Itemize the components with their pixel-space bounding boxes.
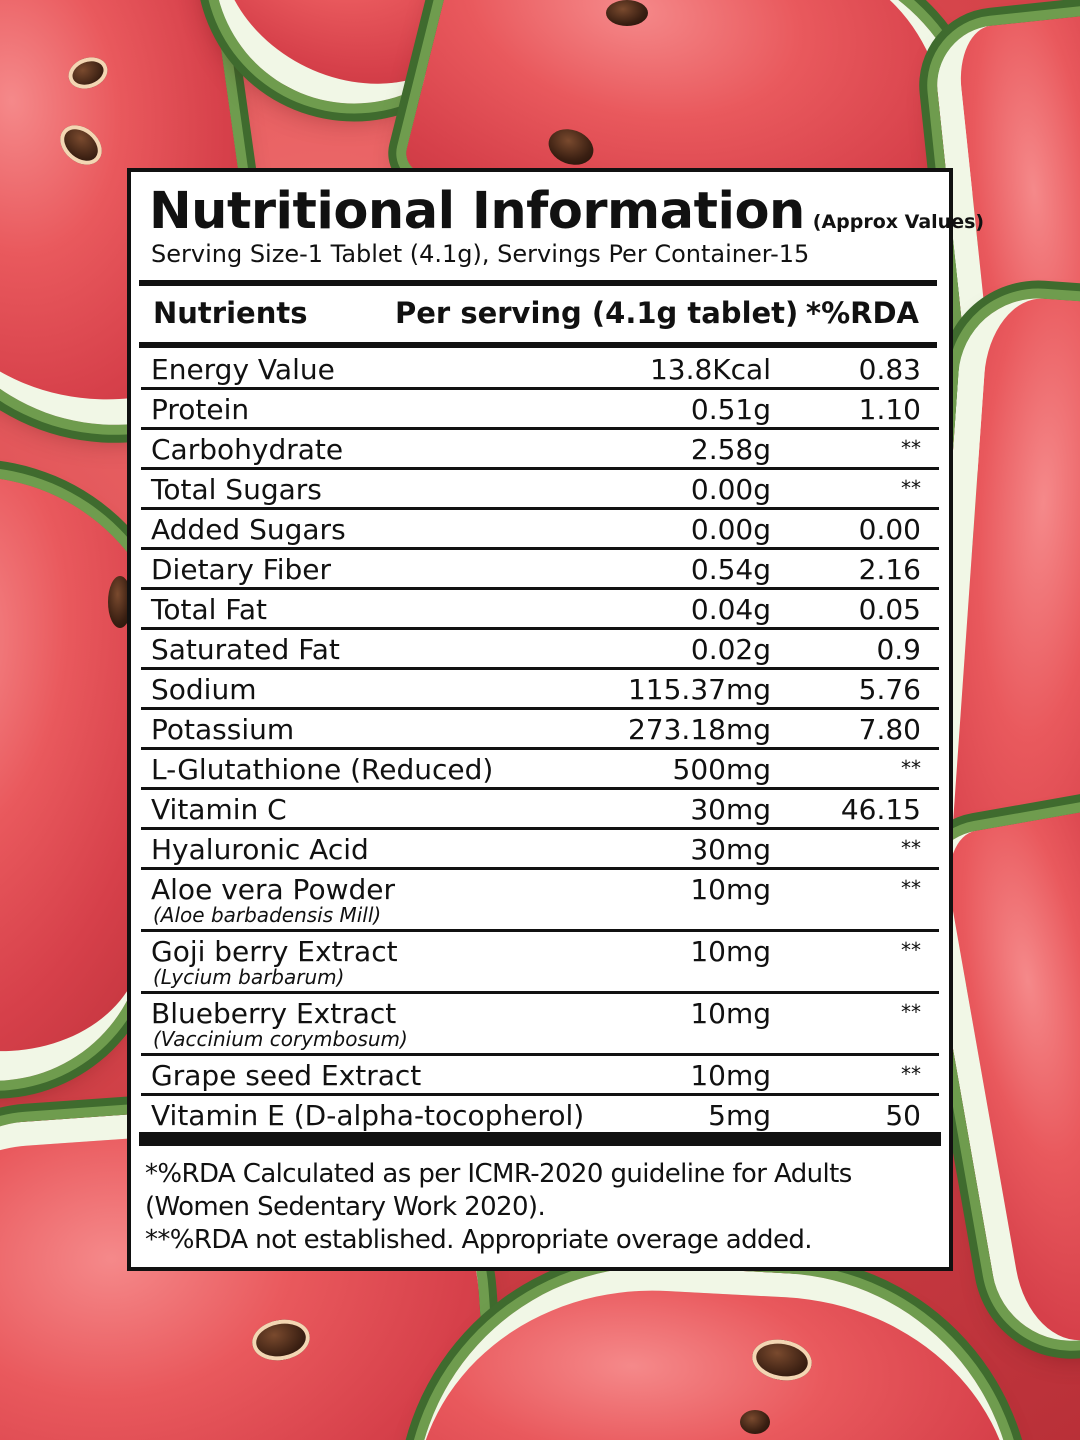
nutrient-name: Energy Value [151, 353, 335, 386]
nutrient-name: Dietary Fiber [151, 553, 332, 586]
nutrient-amount: 10mg [690, 935, 771, 968]
nutrient-rda: 50 [885, 1099, 921, 1132]
nutrient-amount: 273.18mg [627, 713, 771, 746]
approx-values-note: (Approx Values) [812, 211, 985, 233]
nutrient-amount: 0.02g [690, 633, 771, 666]
nutrition-label [127, 168, 985, 1271]
nutrient-rda: ** [901, 1000, 921, 1024]
nutrient-rda: 0.9 [876, 633, 921, 666]
nutrient-rda: ** [901, 756, 921, 780]
table-row [141, 590, 939, 630]
nutrient-rda: ** [901, 1062, 921, 1086]
header-rda: *%RDA [805, 296, 919, 330]
nutrient-rda: 0.83 [858, 353, 921, 386]
nutrient-rda: 5.76 [858, 673, 921, 706]
header-rule-bottom [139, 342, 937, 348]
nutrient-amount: 10mg [690, 873, 771, 906]
nutrient-name: Carbohydrate [151, 433, 344, 466]
nutrient-amount: 0.51g [690, 393, 771, 426]
nutrient-rda: ** [901, 836, 921, 860]
table-row [141, 750, 939, 790]
nutrient-rda: 0.00 [858, 513, 921, 546]
nutrient-name: Potassium [151, 713, 295, 746]
nutrient-name: Vitamin C [151, 793, 287, 826]
table-row [141, 1056, 939, 1096]
table-row [141, 830, 939, 870]
table-row [141, 390, 939, 430]
title-row [149, 182, 984, 242]
nutrient-rda: ** [901, 436, 921, 460]
table-row [141, 870, 939, 932]
header-rule-top [139, 280, 937, 286]
nutrient-amount: 0.04g [690, 593, 771, 626]
table-row [141, 630, 939, 670]
footnote-line: *%RDA Calculated as per ICMR-2020 guideline for Adults [145, 1159, 852, 1189]
nutrient-botanical-name: (Aloe barbadensis Mill) [153, 903, 382, 927]
nutrient-amount: 2.58g [690, 433, 771, 466]
header-per-serving: Per serving (4.1g tablet) [395, 296, 799, 330]
nutrient-name: Saturated Fat [151, 633, 340, 666]
table-row [141, 790, 939, 830]
nutrient-rda: ** [901, 876, 921, 900]
table-row [141, 932, 939, 994]
nutrient-amount: 10mg [690, 997, 771, 1030]
table-row [141, 470, 939, 510]
nutrient-amount: 115.37mg [627, 673, 771, 706]
nutrient-name: Total Sugars [151, 473, 322, 506]
nutrient-name: L-Glutathione (Reduced) [151, 753, 494, 786]
nutrient-amount: 0.54g [690, 553, 771, 586]
nutrient-name: Blueberry Extract [151, 997, 397, 1030]
table-row [141, 670, 939, 710]
nutrient-name: Hyaluronic Acid [151, 833, 369, 866]
serving-info: Serving Size-1 Tablet (4.1g), Servings Per Container-15 [151, 240, 810, 268]
nutrient-rda: 7.80 [858, 713, 921, 746]
watermelon-seed [740, 1410, 770, 1434]
table-bottom-bar [139, 1132, 941, 1146]
table-row [141, 994, 939, 1056]
nutrient-name: Grape seed Extract [151, 1059, 422, 1092]
label-title: Nutritional Information [149, 182, 805, 241]
nutrient-botanical-name: (Vaccinium corymbosum) [153, 1027, 408, 1051]
table-row [141, 350, 939, 390]
watermelon-seed [606, 0, 648, 26]
nutrient-rda: ** [901, 476, 921, 500]
footnote-line: (Women Sedentary Work 2020). [145, 1192, 546, 1222]
nutrient-amount: 0.00g [690, 473, 771, 506]
nutrient-rda: 0.05 [858, 593, 921, 626]
nutrient-rda: 2.16 [858, 553, 921, 586]
table-row [141, 710, 939, 750]
nutrient-botanical-name: (Lycium barbarum) [153, 965, 345, 989]
table-row [141, 430, 939, 470]
table-row [141, 510, 939, 550]
watermelon-slice [413, 1254, 1027, 1440]
nutrient-amount: 10mg [690, 1059, 771, 1092]
nutrient-name: Vitamin E (D-alpha-tocopherol) [151, 1099, 585, 1132]
nutrient-amount: 500mg [672, 753, 771, 786]
header-nutrients: Nutrients [153, 296, 308, 330]
table-row [141, 1096, 939, 1136]
nutrient-name: Total Fat [151, 593, 267, 626]
nutrient-amount: 13.8Kcal [649, 353, 771, 386]
nutrient-table [141, 350, 939, 1136]
nutrient-amount: 30mg [690, 833, 771, 866]
footnote-line: **%RDA not established. Appropriate overage added. [145, 1225, 812, 1255]
nutrient-rda: ** [901, 938, 921, 962]
nutrient-amount: 0.00g [690, 513, 771, 546]
nutrient-name: Goji berry Extract [151, 935, 398, 968]
nutrient-name: Added Sugars [151, 513, 346, 546]
nutrient-amount: 5mg [708, 1099, 771, 1132]
nutrient-name: Sodium [151, 673, 257, 706]
table-row [141, 550, 939, 590]
nutrient-name: Aloe vera Powder [151, 873, 395, 906]
nutrient-amount: 30mg [690, 793, 771, 826]
nutrient-rda: 46.15 [840, 793, 921, 826]
nutrient-name: Protein [151, 393, 250, 426]
nutrient-rda: 1.10 [858, 393, 921, 426]
